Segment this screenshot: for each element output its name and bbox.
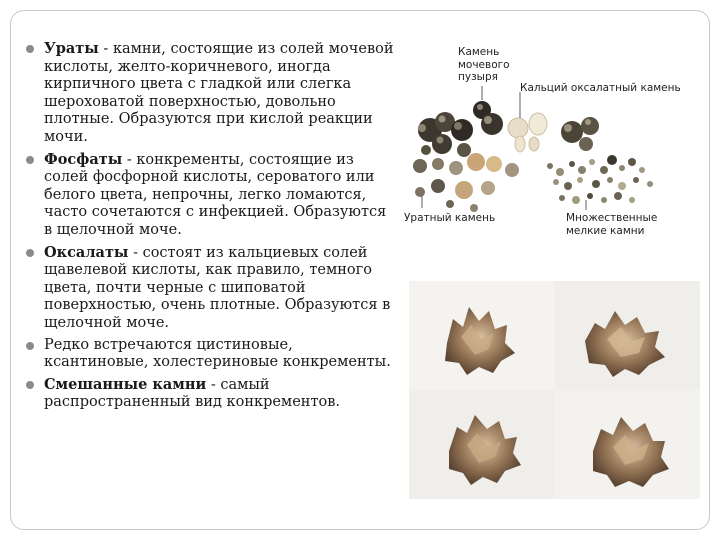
bullet-text: Редко встречаются цистиновые, ксантиновые, холестериновые конкременты. — [44, 336, 391, 371]
bullet-text: - камни, состоящие из солей мочевой кислоты, желто-коричневого, иногда кирпичного цвета с гладкой или слегка шероховатой поверхностью, довольно плотные. Образуются при кислой реакции мочи. — [44, 41, 394, 145]
stone-photos — [409, 281, 700, 499]
bullet-term: Фосфаты — [44, 150, 123, 168]
bullet-phosphates — [24, 151, 396, 240]
bullet-icon — [26, 249, 34, 257]
bullet-term: Оксалаты — [44, 243, 129, 261]
stone-photos-illustration — [409, 281, 700, 499]
bullet-icon — [26, 342, 34, 350]
bullet-text: - самый распространенный вид конкрементов. — [44, 376, 340, 411]
gallbladder-stone-cluster — [418, 101, 503, 157]
bullet-text: - конкременты, состоящие из солей фосфорной кислоты, сероватого или белого цвета, непрочны, легко ломаются, часто сочетаются с инфекцией. Образуются в щелочной моче. — [44, 151, 387, 238]
bullet-term: Смешанные камни — [44, 375, 207, 393]
bullet-text: - состоят из кальциевых солей щавелевой кислоты, как правило, темного цвета, почти черные с шиповатой поверхностью, очень плотные. Образуются в щелочной моче. — [44, 244, 391, 331]
label-multiple-small-stones: Множественные мелкие камни — [566, 212, 658, 237]
bullet-oxalates — [24, 244, 396, 333]
calcium-oxalate-stones — [508, 113, 599, 152]
multiple-small-stones — [547, 155, 653, 204]
label-gallbladder-stone: Камень мочевого пузыря — [458, 46, 510, 83]
bullet-icon — [26, 45, 34, 53]
bullet-term: Ураты — [44, 40, 99, 57]
urate-stones — [413, 153, 519, 212]
bullet-list — [24, 40, 396, 416]
label-calcium-oxalate-stone: Кальций оксалатный камень — [520, 82, 681, 94]
bullet-icon — [26, 381, 34, 389]
bullet-rare-stones — [24, 337, 396, 372]
stones-figure — [400, 40, 700, 250]
label-urate-stone: Уратный камень — [404, 212, 496, 224]
bullet-urates — [24, 40, 396, 147]
bullet-icon — [26, 156, 34, 164]
bullet-mixed-stones — [24, 376, 396, 412]
